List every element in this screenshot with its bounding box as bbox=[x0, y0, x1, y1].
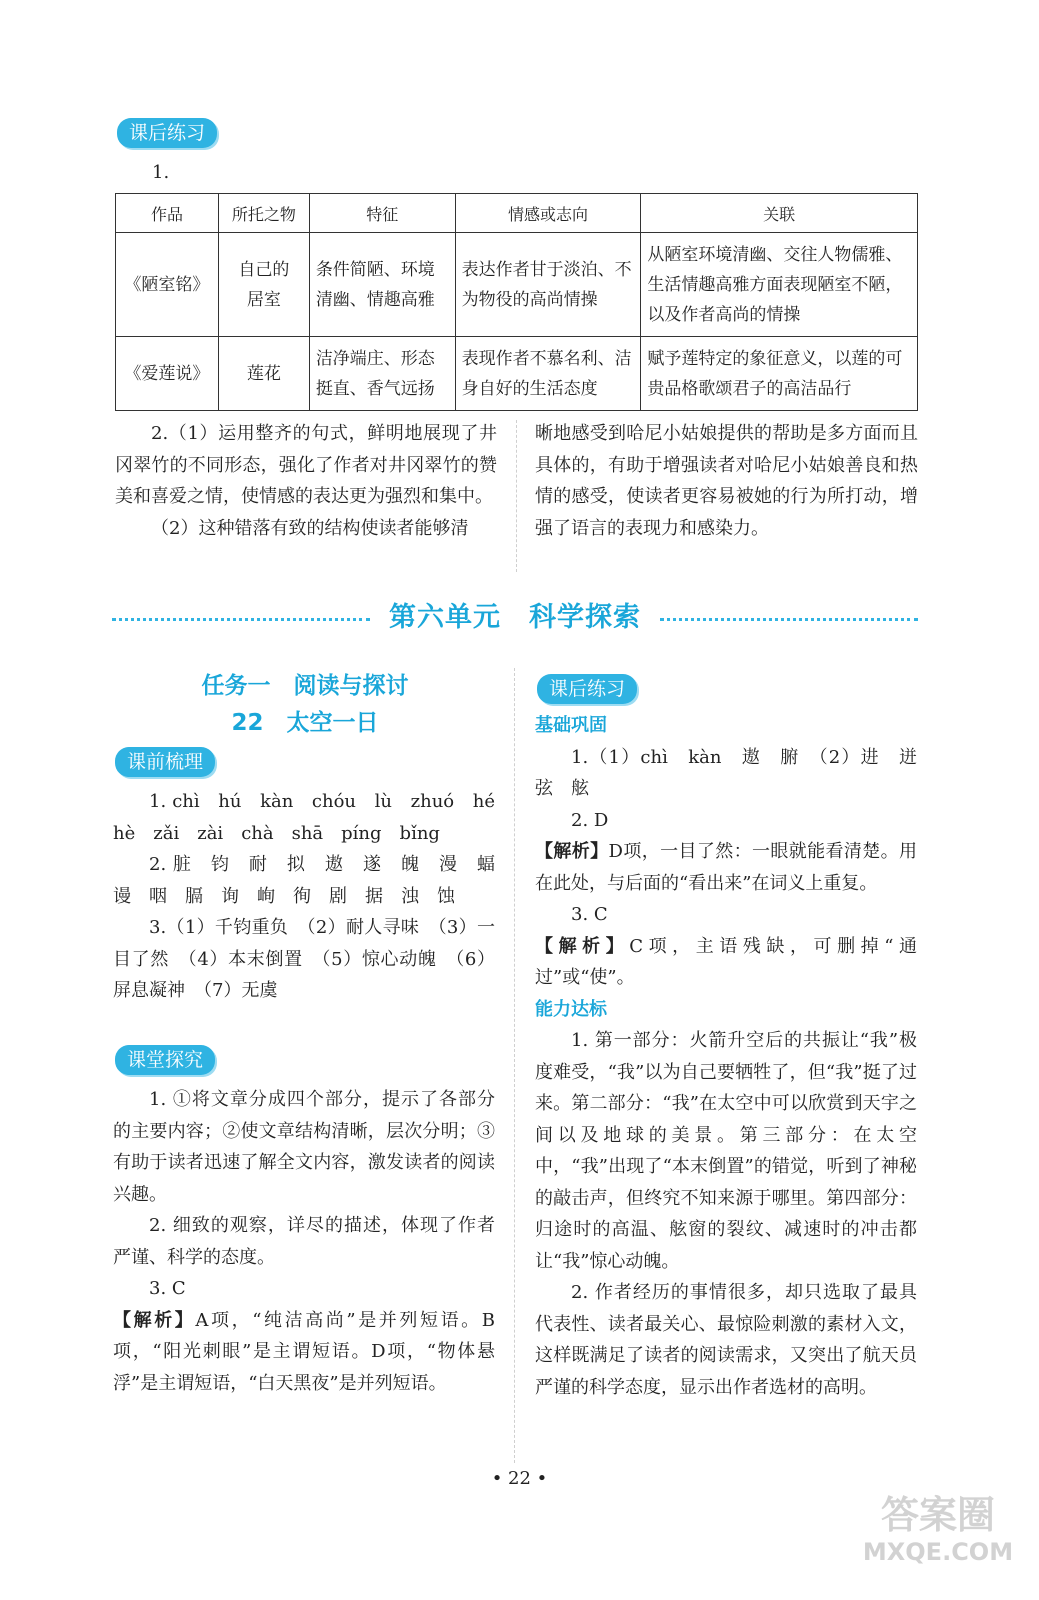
analysis-tag: 【解析】 bbox=[535, 841, 609, 862]
table-cell: 莲花 bbox=[218, 337, 309, 411]
basic-answer-1: 1.（1）chì kàn 遨 腑 （2）进 迸 弦 舷 bbox=[535, 746, 935, 799]
basic-heading: 基础巩固 bbox=[535, 715, 607, 736]
unit-title: 第六单元 科学探索 bbox=[370, 596, 660, 640]
pre-answer-1: 1. chì hú kàn chóu lù zhuó hé hè zǎi zài chà shā píng bǐng bbox=[113, 791, 513, 844]
table-cell: 从陋室环境清幽、交往人物儒雅、生活情趣高雅方面表现陋室不陋，以及作者高尚的情操 bbox=[641, 233, 918, 337]
table-header-row bbox=[116, 194, 918, 233]
comparison-table bbox=[115, 193, 918, 411]
column-divider-top bbox=[516, 420, 517, 572]
section-tag-pre-class: 课前梳理 bbox=[115, 747, 215, 777]
dotted-rule-right bbox=[660, 618, 918, 621]
pre-answer-2: 2. 脏 钧 耐 拟 遨 遂 魄 漫 蝠 谩 咽 膈 询 峋 徇 剧 据 浊 蚀 bbox=[113, 854, 513, 907]
section-tag-in-class: 课堂探究 bbox=[115, 1045, 215, 1075]
lesson-title: 22 太空一日 bbox=[231, 710, 379, 736]
basic-answer-3: 3. C bbox=[571, 904, 608, 925]
unit-heading bbox=[112, 596, 918, 640]
section-tag-after-class-2: 课后练习 bbox=[537, 674, 637, 704]
explore-answer-3-analysis bbox=[113, 1305, 495, 1400]
table-cell: 赋予莲特定的象征意义，以莲的可贵品格歌颂君子的高洁品行 bbox=[641, 337, 918, 411]
explore-answer-1: 1. ①将文章分成四个部分，提示了各部分的主要内容；②使文章结构清晰，层次分明；③有助于读者迅速了解全文内容，激发读者的阅读兴趣。 bbox=[113, 1089, 495, 1205]
table-cell: 表现作者不慕名利、洁身自好的生活态度 bbox=[455, 337, 641, 411]
q2-part2-start: （2）这种错落有致的结构使读者能够清 bbox=[151, 517, 469, 539]
table-header: 关联 bbox=[641, 194, 918, 233]
watermark-url: MXQE.COM bbox=[862, 1538, 1014, 1566]
pre-answer-3: 3.（1）千钧重负 （2）耐人寻味 （3）一目了然 （4）本末倒置 （5）惊心动魄 （6）屏息凝神 （7）无虞 bbox=[113, 917, 495, 1001]
table-header: 特征 bbox=[309, 194, 455, 233]
basic-answer-2-analysis bbox=[535, 836, 917, 899]
basic-answer-3-analysis bbox=[535, 931, 917, 994]
table-cell: 表达作者甘于淡泊、不为物役的高尚情操 bbox=[455, 233, 641, 337]
question-1-number: 1. bbox=[152, 162, 170, 183]
table-cell: 《陋室铭》 bbox=[116, 233, 219, 337]
table-row bbox=[116, 337, 918, 411]
q2-part2-continued: 晰地感受到哈尼小姑娘提供的帮助是多方面而且具体的，有助于增强读者对哈尼小姑娘善良和热情的感受，使读者更容易被她的行为所打动，增强了语言的表现力和感染力。 bbox=[535, 423, 918, 539]
analysis-text: C项，主语残缺，可删掉“通过”或“使”。 bbox=[535, 935, 918, 988]
in-class-answers bbox=[113, 1084, 495, 1399]
column-divider-bottom bbox=[514, 668, 515, 1463]
table-header: 作品 bbox=[116, 194, 219, 233]
q2-left-column bbox=[115, 418, 497, 544]
page-number: • 22 • bbox=[491, 1468, 548, 1489]
table-header: 所托之物 bbox=[218, 194, 309, 233]
watermark bbox=[848, 1492, 1028, 1566]
analysis-tag: 【解析】 bbox=[535, 935, 630, 957]
analysis-tag: 【解析】 bbox=[113, 1309, 196, 1331]
ability-answer-2: 2. 作者经历的事情很多，却只选取了最具代表性、读者最关心、最惊险刺激的素材入文，这样既满足了读者的阅读需求，又突出了航天员严谨的科学态度，显示出作者选材的高明。 bbox=[535, 1282, 917, 1398]
dotted-rule-left bbox=[112, 618, 370, 621]
pre-class-answers bbox=[113, 786, 513, 1007]
table-cell: 《爱莲说》 bbox=[116, 337, 219, 411]
table-row bbox=[116, 233, 918, 337]
table-cell: 自己的居室 bbox=[218, 233, 309, 337]
watermark-logo: 答案圈 bbox=[880, 1493, 995, 1537]
ability-heading: 能力达标 bbox=[535, 998, 607, 1020]
table-cell: 条件简陋、环境清幽、情趣高雅 bbox=[309, 233, 455, 337]
ability-answer-1: 1. 第一部分：火箭升空后的共振让“我”极度难受，“我”以为自己要牺牲了，但“我”挺了过来。第二部分：“我”在太空中可以欣赏到天宇之间以及地球的美景。第三部分：在太空中，“我”出现了“本末倒置”的错觉，听到了神秘的敲击声，但终究不知来源于哪里。第四部分：归途时的高温、舷窗的裂纹、减速时的冲击都让“我”惊心动魄。 bbox=[535, 1030, 917, 1272]
q2-part1: 2.（1）运用整齐的句式，鲜明地展现了井冈翠竹的不同形态，强化了作者对井冈翠竹的赞美和喜爱之情，使情感的表达更为强烈和集中。 bbox=[115, 423, 497, 507]
explore-answer-2: 2. 细致的观察，详尽的描述，体现了作者严谨、科学的态度。 bbox=[113, 1215, 495, 1268]
table-header: 情感或志向 bbox=[455, 194, 641, 233]
task-title: 任务一 阅读与探讨 bbox=[201, 673, 409, 699]
after-class-answers bbox=[535, 710, 935, 1403]
analysis-text: D项，一目了然：一眼就能看清楚。用在此处，与后面的“看出来”在词义上重复。 bbox=[535, 841, 917, 894]
q2-right-column bbox=[535, 418, 918, 544]
basic-answer-2: 2. D bbox=[571, 809, 609, 831]
table-cell: 洁净端庄、形态挺直、香气远扬 bbox=[309, 337, 455, 411]
explore-answer-3: 3. C bbox=[149, 1278, 186, 1299]
analysis-text: A项，“纯洁高尚”是并列短语。B项，“阳光刺眼”是主谓短语。D项，“物体悬浮”是主谓短语，“白天黑夜”是并列短语。 bbox=[113, 1309, 496, 1394]
section-tag-after-class: 课后练习 bbox=[117, 118, 217, 148]
